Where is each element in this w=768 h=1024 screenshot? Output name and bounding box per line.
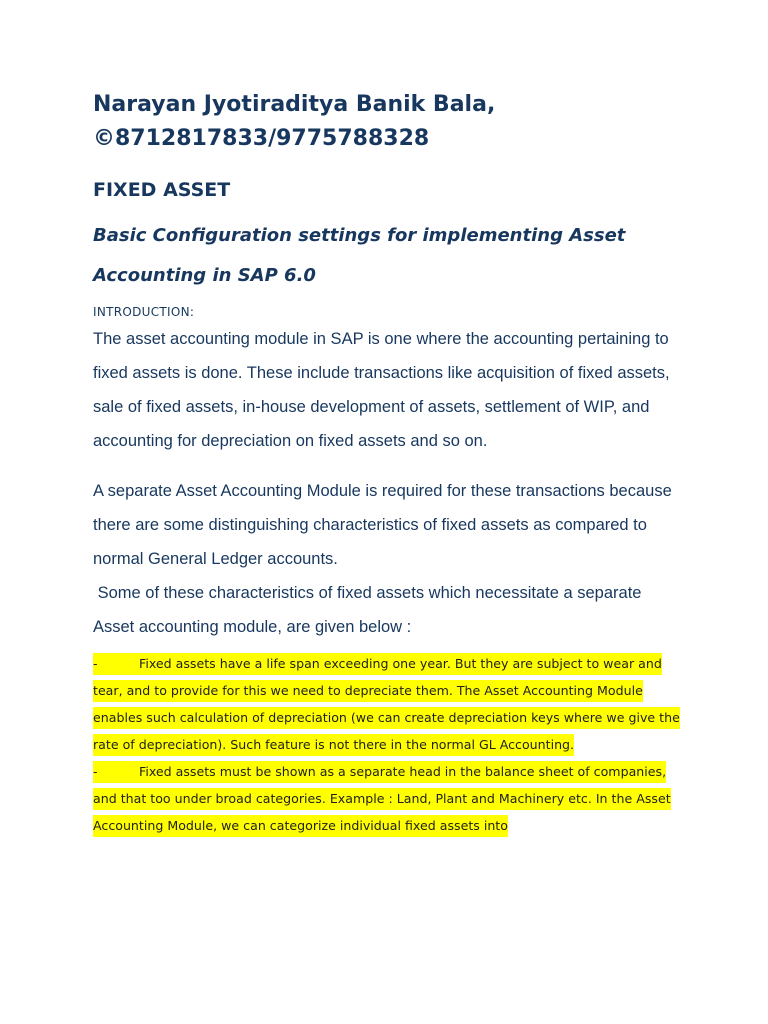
paragraph-intro: The asset accounting module in SAP is one where the accounting pertaining to fixed assets is done. These include transactions like acquisition of fixed assets, sale of fixed assets, in-house development of assets, settlement of WIP, and accounting for depreciation on fixed assets and so on. bbox=[93, 330, 670, 450]
bullet-dash: - bbox=[93, 656, 98, 671]
author-phone: ©8712817833/9775788328 bbox=[93, 126, 430, 151]
highlighted-text bbox=[93, 761, 671, 837]
author-name: Narayan Jyotiraditya Banik Bala, bbox=[93, 92, 496, 117]
bullet-text: Fixed assets must be shown as a separate head in the balance sheet of companies, and that too under broad categories. Example : Land, Plant and Machinery etc. In the Asset Accounting Module, we can categorize individual fixed assets into bbox=[93, 764, 671, 833]
bullet-text: Fixed assets have a life span exceeding one year. But they are subject to wear and tear, and to provide for this we need to depreciate them. The Asset Accounting Module enables such calculation of depreciation (we can create depreciation keys where we give the rate of depreciation). Such feature is not there in the normal GL Accounting. bbox=[93, 656, 680, 752]
list-item bbox=[93, 758, 683, 839]
highlighted-text bbox=[93, 653, 680, 756]
paragraph-characteristics: Some of these characteristics of fixed assets which necessitate a separate Asset accounting module, are given below : bbox=[93, 584, 646, 636]
paragraph-separate-module: A separate Asset Accounting Module is required for these transactions because there are some distinguishing characteristics of fixed assets as compared to normal General Ledger accounts. bbox=[93, 482, 672, 568]
section-label-introduction: INTRODUCTION: bbox=[93, 305, 195, 319]
document-page bbox=[93, 88, 683, 839]
document-subtitle: Basic Configuration settings for implementing Asset Accounting in SAP 6.0 bbox=[93, 225, 626, 286]
highlighted-bullet-list bbox=[93, 650, 683, 839]
document-title: FIXED ASSET bbox=[93, 179, 231, 201]
bullet-dash: - bbox=[93, 764, 98, 779]
author-header bbox=[93, 88, 683, 156]
list-item bbox=[93, 650, 683, 758]
